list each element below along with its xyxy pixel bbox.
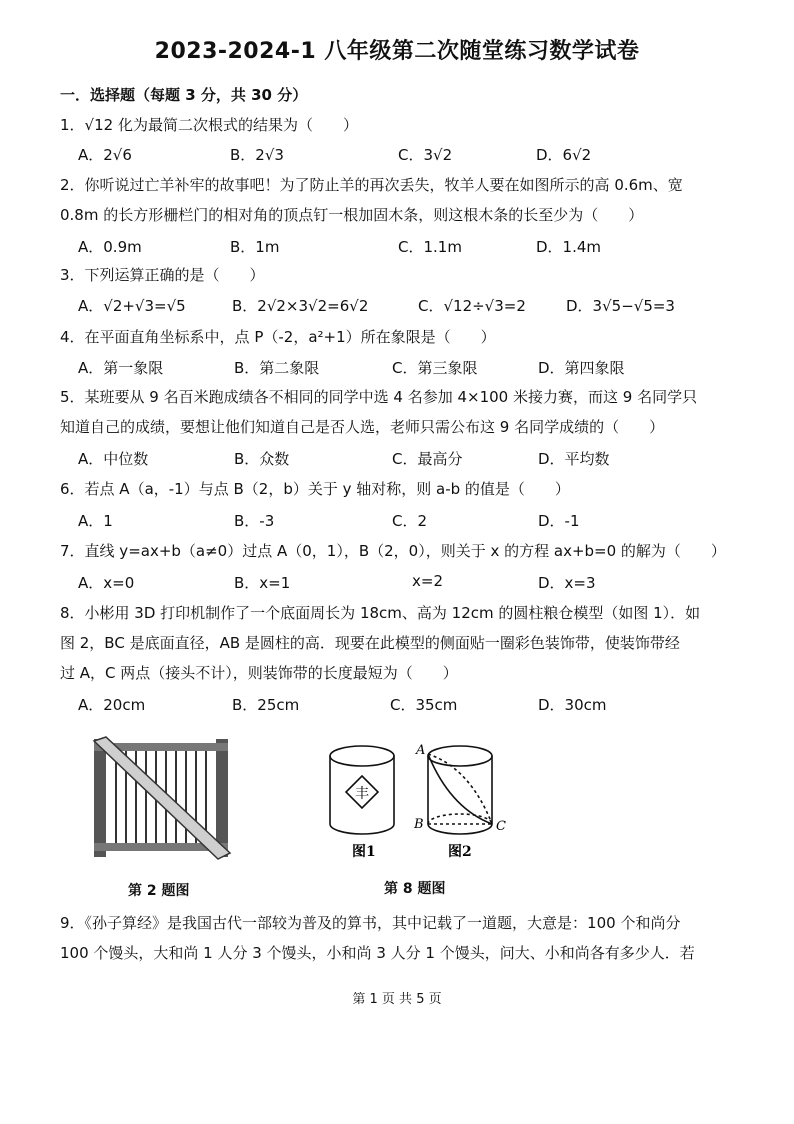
q9-stem-line2: 100 个馒头，大和尚 1 人分 3 个馒头，小和尚 3 人分 1 个馒头，问大、小和尚各有多少人．若 — [60, 944, 695, 962]
q8-stem-line1: 8．小彬用 3D 打印机制作了一个底面周长为 18cm、高为 12cm 的圆柱粮仓模型（如图 1）．如 — [60, 604, 701, 622]
q7-option-c: x=2 — [412, 572, 443, 590]
q3-stem: 3．下列运算正确的是（ ） — [60, 266, 265, 284]
q1-option-b: B．2√3 — [230, 146, 284, 164]
fence-gate-figure — [90, 735, 240, 865]
point-c-label: C — [496, 819, 506, 834]
q7-option-a: A．x=0 — [78, 574, 135, 592]
q8-stem-line3: 过 A，C 两点（接头不计），则装饰带的长度最短为（ ） — [60, 664, 458, 682]
fig1-label: 图1 — [352, 844, 376, 860]
q7-stem: 7．直线 y=ax+b（a≠0）过点 A（0，1），B（2，0），则关于 x 的方程 ax+b=0 的解为（ ） — [60, 542, 726, 560]
q6-option-d: D．-1 — [538, 512, 580, 530]
q8-option-d: D．30cm — [538, 696, 607, 714]
cylinder-fig2 — [428, 746, 492, 834]
q3-option-b: B．2√2×3√2=6√2 — [232, 297, 369, 315]
q5-stem-line2: 知道自己的成绩，要想让他们知道自己是否人选，老师只需公布这 9 名同学成绩的（ ） — [60, 418, 665, 436]
q3-option-c: C．√12÷√3=2 — [418, 297, 526, 315]
q1-option-c: C．3√2 — [398, 146, 453, 164]
q7-option-b: B．x=1 — [234, 574, 291, 592]
fig-q8-caption: 第 8 题图 — [384, 881, 446, 897]
q6-stem: 6．若点 A（a，-1）与点 B（2，b）关于 y 轴对称，则 a-b 的值是（ ） — [60, 480, 570, 498]
q8-option-b: B．25cm — [232, 696, 300, 714]
q2-stem-line2: 0.8m 的长方形栅栏门的相对角的顶点钉一根加固木条，则这根木条的长至少为（ ） — [60, 206, 644, 224]
fig-q2-caption: 第 2 题图 — [128, 883, 190, 899]
q5-option-a: A．中位数 — [78, 450, 149, 468]
q9-stem-line1: 9．《孙子算经》是我国古代一部较为普及的算书，其中记载了一道题，大意是：100 个和尚分 — [60, 914, 681, 932]
section-heading: 一．选择题（每题 3 分，共 30 分） — [60, 86, 308, 104]
q3-option-d: D．3√5−√5=3 — [566, 297, 675, 315]
fig2-label: 图2 — [448, 844, 472, 860]
fig1-char: 丰 — [355, 786, 369, 802]
q3-option-a: A．√2+√3=√5 — [78, 297, 186, 315]
gate-diagonal-brace — [94, 737, 230, 859]
q6-option-c: C．2 — [392, 512, 428, 530]
q5-option-c: C．最高分 — [392, 450, 463, 468]
q6-option-a: A．1 — [78, 512, 113, 530]
q4-option-a: A．第一象限 — [78, 359, 164, 377]
page-footer: 第 1 页 共 5 页 — [352, 992, 442, 1007]
q4-option-b: B．第二象限 — [234, 359, 320, 377]
q5-option-b: B．众数 — [234, 450, 290, 468]
q2-stem-line1: 2．你听说过亡羊补牢的故事吧！为了防止羊的再次丢失，牧羊人要在如图所示的高 0.6m、宽 — [60, 176, 683, 194]
q7-option-d: D．x=3 — [538, 574, 596, 592]
gate-left-post — [94, 739, 106, 857]
q1-option-d: D．6√2 — [536, 146, 592, 164]
q4-option-d: D．第四象限 — [538, 359, 625, 377]
q5-stem-line1: 5．某班要从 9 名百米跑成绩各不相同的同学中选 4 名参加 4×100 米接力赛，而这 9 名同学只 — [60, 388, 698, 406]
cylinder-figures — [320, 738, 520, 868]
exam-title: 2023-2024-1 八年级第二次随堂练习数学试卷 — [154, 39, 640, 64]
point-b-label: B — [414, 817, 424, 832]
q1-option-a: A．2√6 — [78, 146, 132, 164]
point-a-label: A — [416, 743, 426, 758]
q2-option-b: B．1m — [230, 238, 280, 256]
q5-option-d: D．平均数 — [538, 450, 610, 468]
q6-option-b: B．-3 — [234, 512, 275, 530]
gate-right-post — [216, 739, 228, 857]
q8-option-c: C．35cm — [390, 696, 458, 714]
q4-option-c: C．第三象限 — [392, 359, 478, 377]
q4-stem: 4．在平面直角坐标系中，点 P（-2，a²+1）所在象限是（ ） — [60, 328, 496, 346]
q8-option-a: A．20cm — [78, 696, 146, 714]
q2-option-c: C．1.1m — [398, 238, 462, 256]
q2-option-a: A．0.9m — [78, 238, 142, 256]
q8-stem-line2: 图 2，BC 是底面直径，AB 是圆柱的高．现要在此模型的侧面贴一圈彩色装饰带，使装饰带经 — [60, 634, 680, 652]
q1-stem: 1．√12 化为最简二次根式的结果为（ ） — [60, 116, 358, 134]
q2-option-d: D．1.4m — [536, 238, 602, 256]
